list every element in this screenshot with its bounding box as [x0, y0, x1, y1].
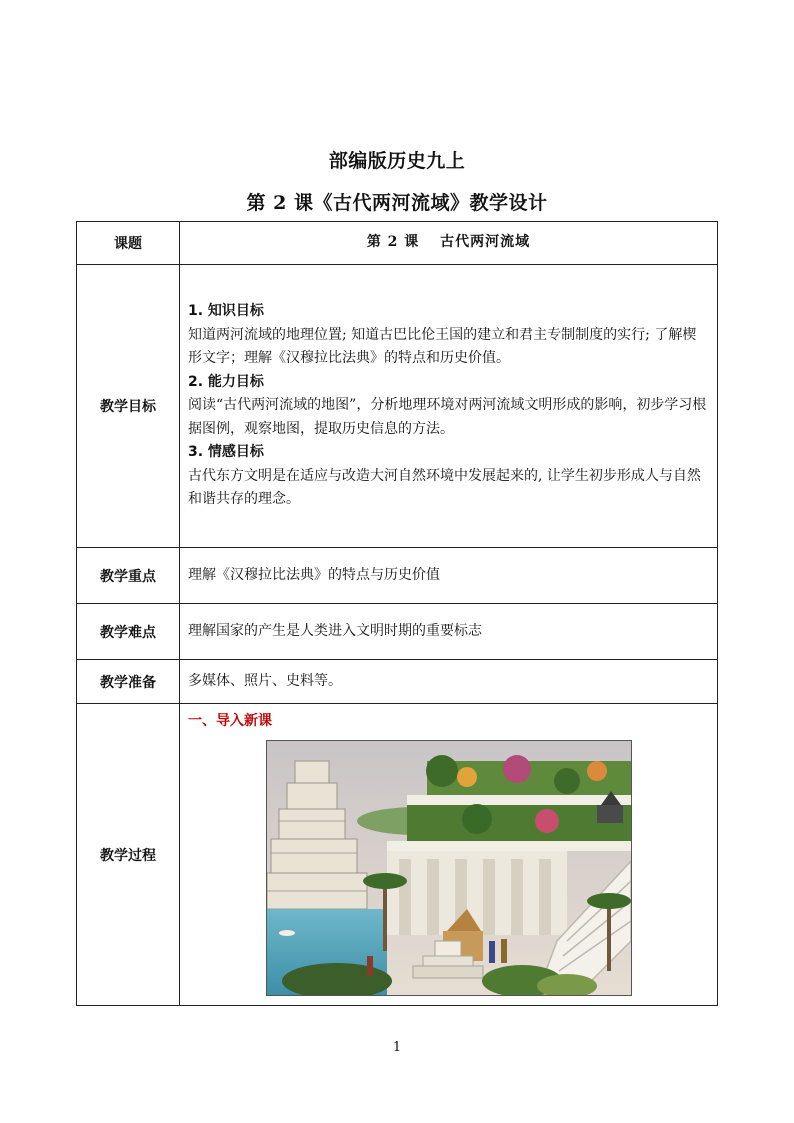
table-row-key-point	[77, 548, 718, 604]
lesson-plan-title: 第 2 课《古代两河流域》教学设计	[246, 192, 548, 214]
lesson-plan-table	[76, 221, 718, 1006]
table-row-preparation	[77, 660, 718, 704]
emotion-text: 古代东方文明是在适应与改造大河自然环境中发展起来的, 让学生初步形成人与自然和谐共存的理念。	[188, 467, 701, 508]
topic-value: 第 2 课 古代两河流域	[180, 222, 718, 265]
topic-label: 课题	[77, 222, 180, 265]
process-section-heading: 一、导入新课	[188, 713, 272, 729]
goals-label: 教学目标	[77, 265, 180, 548]
process-content	[180, 704, 718, 1006]
document-title: 部编版历史九上	[328, 150, 466, 172]
table-row-process	[77, 704, 718, 1006]
hanging-gardens-illustration	[266, 740, 632, 996]
table-row-topic	[77, 222, 718, 265]
colonnade	[387, 851, 567, 935]
knowledge-heading: 1. 知识目标	[188, 303, 264, 320]
table-row-difficulty	[77, 604, 718, 660]
goals-content	[180, 265, 718, 548]
ability-heading: 2. 能力目标	[188, 373, 264, 390]
preparation-label: 教学准备	[77, 660, 180, 704]
emotion-heading: 3. 情感目标	[188, 444, 264, 461]
process-label: 教学过程	[77, 704, 180, 1006]
hanging-gardens-image	[267, 741, 631, 995]
knowledge-text: 知道两河流域的地理位置; 知道古巴比伦王国的建立和君主专制制度的实行; 了解楔形文字；理解《汉穆拉比法典》的特点和历史价值。	[188, 326, 697, 367]
page-number: 1	[392, 1040, 402, 1055]
difficulty-value: 理解国家的产生是人类进入文明时期的重要标志	[180, 604, 718, 660]
key-point-label: 教学重点	[77, 548, 180, 604]
difficulty-label: 教学难点	[77, 604, 180, 660]
preparation-value: 多媒体、照片、史料等。	[180, 660, 718, 704]
table-row-goals	[77, 265, 718, 548]
ability-text: 阅读“古代两河流域的地图”，分析地理环境对两河流域文明形成的影响，初步学习根据图例，观察地图，提取历史信息的方法。	[188, 397, 707, 437]
key-point-value: 理解《汉穆拉比法典》的特点与历史价值	[180, 548, 718, 604]
